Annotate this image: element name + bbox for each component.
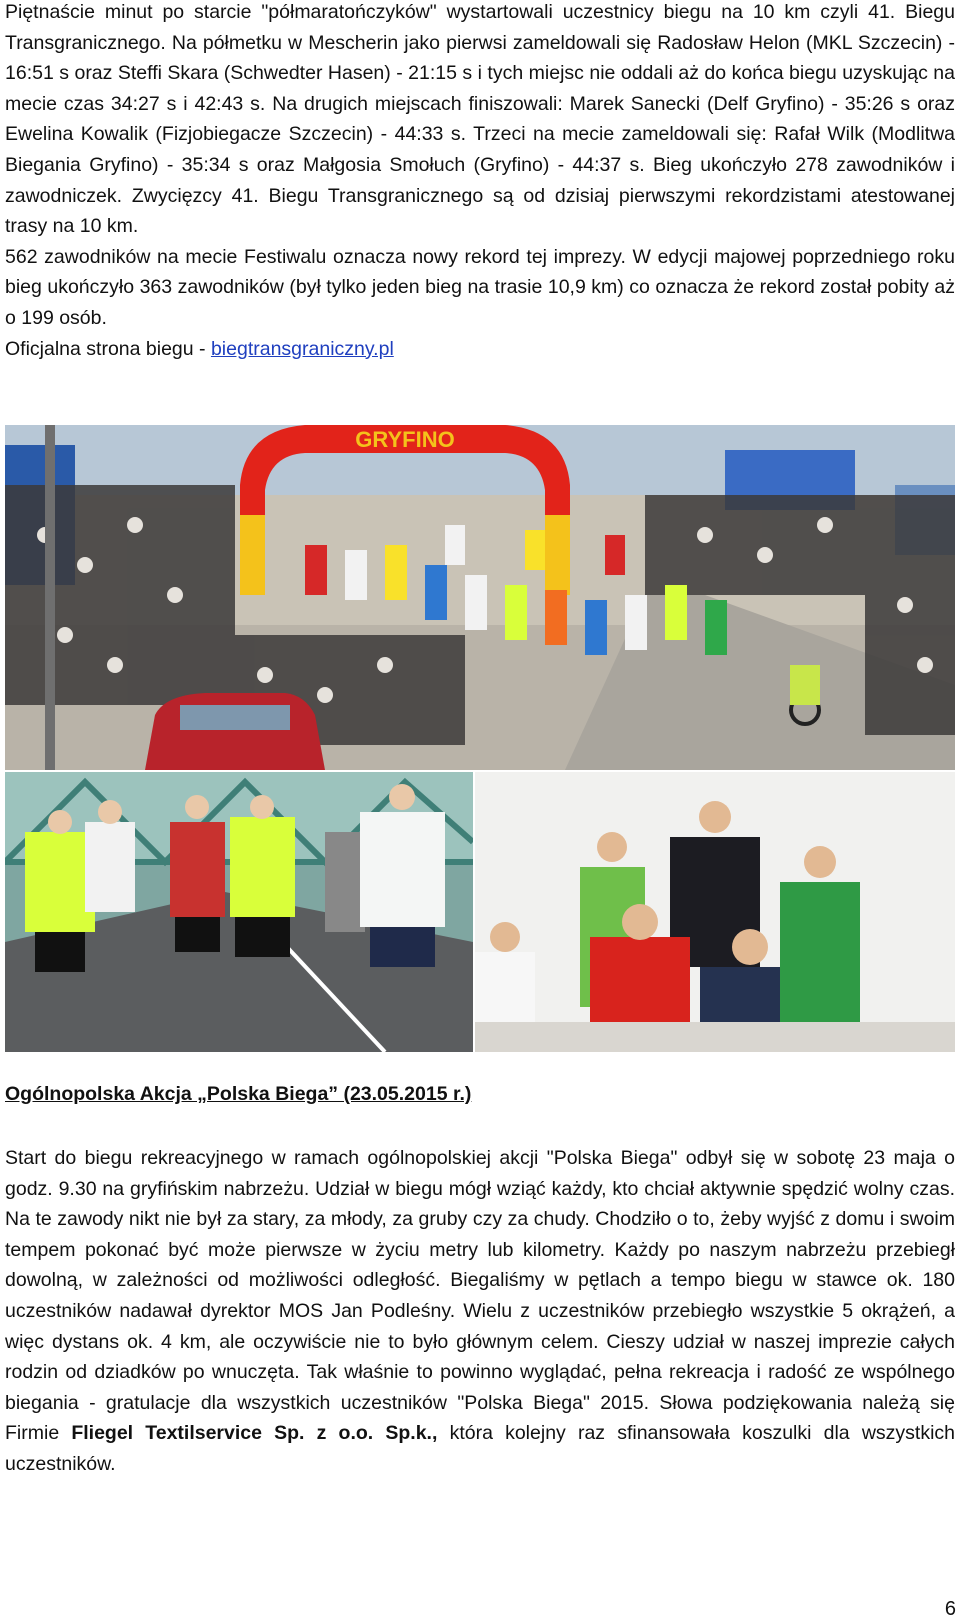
page-number: 6 [944,1598,956,1620]
section-heading-polska-biega: Ogólnopolska Akcja „Polska Biega” (23.05.2015 r.) [5,1083,472,1105]
official-site-link[interactable]: biegtransgraniczny.pl [210,337,394,360]
award-ceremony-photo [475,772,955,1052]
polska-biega-paragraph-end: która kolejny raz sfinansowała koszulki dla wszystkich uczestników. [5,1422,955,1475]
runners-bridge-photo [5,772,473,1052]
race-report-paragraph-1: Piętnaście minut po starcie "półmaratończyków" wystartowali uczestnicy biegu na 10 km czyli 41. Biegu Transgranicznego. Na półmetku w Mescherin jako pierwsi zameldowali się Radosław Helon (MKL Szczecin) - 16:51 s oraz Steffi Skara (Schwedter Hasen) - 21:15 s i tych miejsc nie oddali aż do końca biegu uzyskując na mecie czas 34:27 s i 42:43 s. Na drugich miejscach finiszowali: Marek Sanecki (Delf Gryfino) - 35:26 s oraz Ewelina Kowalik (Fizjobiegacze Szczecin) - 44:33 s. Trzeci na mecie zameldowali się: Rafał Wilk (Modlitwa Biegania Gryfino) - 35:34 s oraz Małgosia Smołuch (Gryfino) - 44:37 s. Bieg ukończyło 278 zawodników i zawodniczek. Zwycięzcy 41. Biegu Transgranicznego są od dzisiaj pierwszymi rekordzistami atestowanej trasy na 10 km. [5,1,955,238]
arch-banner-text: GRYFINO [355,427,455,452]
official-site-line [5,334,955,365]
race-start-photo [5,425,955,770]
race-report-paragraph-2: 562 zawodników na mecie Festiwalu oznacza nowy rekord tej imprezy. W edycji majowej poprzedniego roku bieg ukończyło 363 zawodników (był tylko jeden bieg na trasie 10,9 km) co oznacza że rekord został pobity aż o 199 osób. [5,245,955,329]
polska-biega-paragraph-text: Start do biegu rekreacyjnego w ramach ogólnopolskiej akcji "Polska Biega" odbył się w sobotę 23 maja o godz. 9.30 na gryfińskim nabrzeżu. Udział w biegu mógł wziąć każdy, kto chciał aktywnie spędzić wolny czas. Na te zawody nikt nie był za stary, za młody, za gruby czy za chudy. Chodziło o to, żeby wyjść z domu i swoim tempem pokonać być może pierwsze w życiu metry lub kilometry. Każdy po naszym nabrzeżu przebiegł dowolną, w zależności od możliwości odległość. Biegaliśmy w pętlach a tempo biegu w stawce ok. 180 uczestników nadawał dyrektor MOS Jan Podleśny. Wielu z uczestników przebiegło wszystkie 5 okrążeń, a więc dystans ok. 4 km, ale oczywiście nie to było głównym celem. Cieszy udział w naszej imprezie całych rodzin od dziadków po wnuczęta. Tak właśnie to powinno wyglądać, pełna rekreacja i radość ze wspólnego biegania - gratulacje dla wszystkich uczestników "Polska Biega" 2015. Słowa podziękowania należą się Firmie [5,1147,955,1445]
polska-biega-paragraph [5,1143,955,1480]
sponsor-name: Fliegel Textilservice Sp. z o.o. Sp.k., [71,1422,438,1445]
official-site-prefix: Oficjalna strona biegu - [5,337,211,360]
polska-biega-text [5,1143,955,1480]
race-report-text [5,0,955,364]
